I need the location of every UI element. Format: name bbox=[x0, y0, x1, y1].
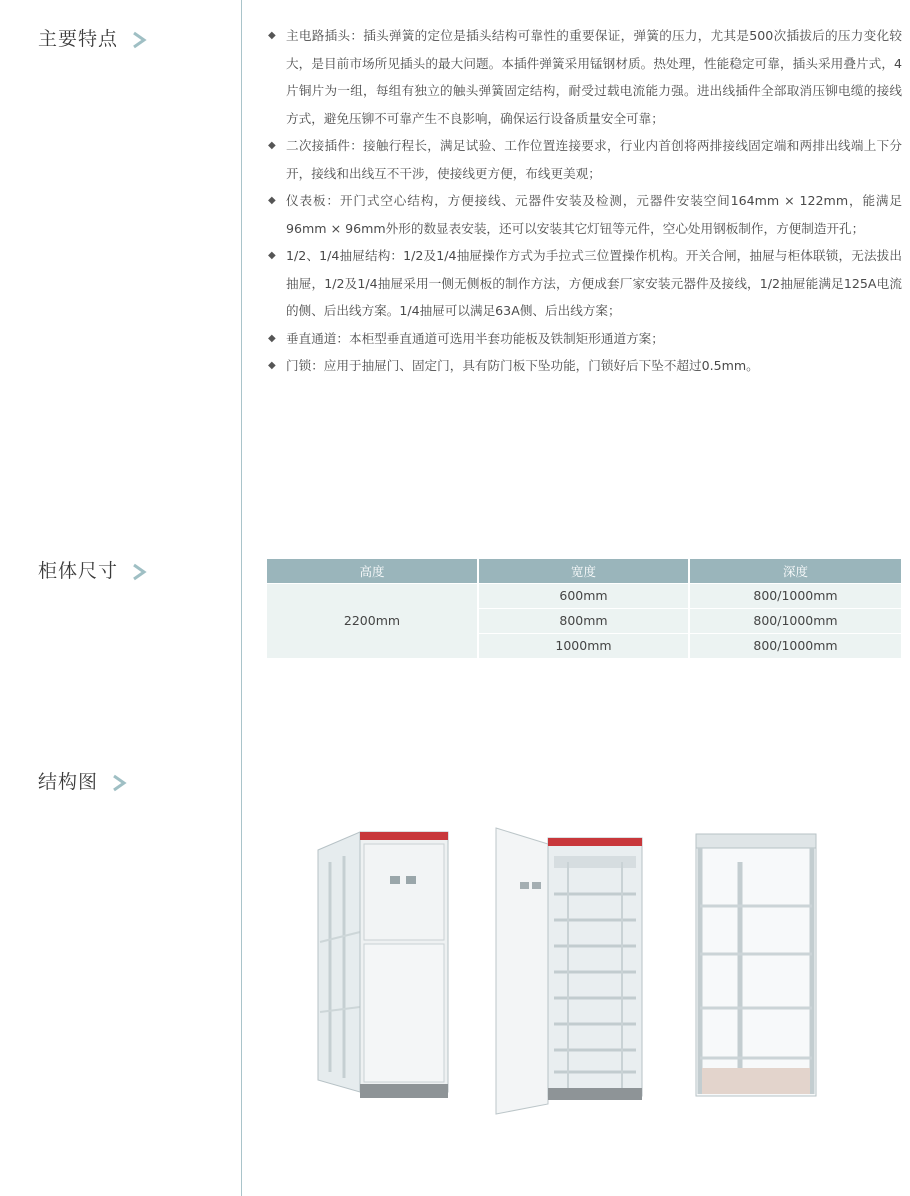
bullet-icon: ◆ bbox=[268, 30, 276, 41]
header-width: 宽度 bbox=[478, 559, 689, 583]
bullet-icon: ◆ bbox=[268, 140, 276, 151]
cell-width: 800mm bbox=[478, 608, 689, 633]
feature-item-door-lock: ◆ 门锁：应用于抽屉门、固定门，具有防门板下坠功能，门锁好后下坠不超过0.5mm。 bbox=[268, 352, 902, 380]
divider-line bbox=[241, 0, 242, 1196]
cabinet-image-closed bbox=[318, 832, 448, 1098]
table-header-row bbox=[267, 559, 901, 583]
cell-height: 2200mm bbox=[267, 583, 478, 658]
chevron-right-icon bbox=[131, 563, 147, 581]
table-row bbox=[267, 583, 901, 608]
cell-depth: 800/1000mm bbox=[689, 633, 901, 658]
feature-item-secondary-connector: ◆ 二次接插件：接触行程长，满足试验、工作位置连接要求，行业内首创将两排接线固定端和两排出线端上下分开，接线和出线互不干涉，使接线更方便，布线更美观； bbox=[268, 132, 902, 187]
cell-depth: 800/1000mm bbox=[689, 583, 901, 608]
cabinet-structure-images bbox=[310, 822, 830, 1122]
cell-depth: 800/1000mm bbox=[689, 608, 901, 633]
section-title-structure bbox=[38, 767, 127, 794]
feature-item-instrument-panel: ◆ 仪表板：开门式空心结构，方便接线、元器件安装及检测，元器件安装空间164mm × 122mm，能满足96mm × 96mm外形的数显表安装，还可以安装其它灯钮等元件，空心处用钢板制作，方便制造开孔； bbox=[268, 187, 902, 242]
bullet-icon: ◆ bbox=[268, 332, 276, 344]
chevron-right-icon bbox=[131, 31, 147, 49]
section-title-dimensions bbox=[38, 556, 147, 583]
feature-list bbox=[268, 22, 902, 380]
cell-width: 600mm bbox=[478, 583, 689, 608]
cabinet-image-frame bbox=[696, 834, 816, 1096]
feature-item-main-plug: ◆ 主电路插头：插头弹簧的定位是插头结构可靠性的重要保证，弹簧的压力，尤其是500次插拔后的压力变化较大，是目前市场所见插头的最大问题。本插件弹簧采用锰钢材质。热处理，性能稳定可靠，插头采用叠片式，4片铜片为一组，每组有独立的触头弹簧固定结构，耐受过载电流能力强。进出线插件全部取消压铆电缆的接线方式，避免压铆不可靠产生不良影响，确保运行设备质量安全可靠； bbox=[268, 22, 902, 132]
header-depth: 深度 bbox=[689, 559, 901, 583]
section-title-text: 柜体尺寸 bbox=[38, 560, 119, 582]
section-title-text: 结构图 bbox=[38, 771, 99, 793]
bullet-icon: ◆ bbox=[268, 360, 276, 371]
bullet-icon: ◆ bbox=[268, 250, 276, 261]
feature-item-vertical-channel: ◆ 垂直通道：本柜型垂直通道可选用半套功能板及铁制矩形通道方案； bbox=[268, 325, 902, 353]
feature-item-drawer-structure: ◆ 1/2、1/4抽屉结构：1/2及1/4抽屉操作方式为手拉式三位置操作机构。开关合闸，抽屉与柜体联锁，无法拔出抽屉，1/2及1/4抽屉采用一侧无侧板的制作方法，方便成套厂家安装元器件及接线，1/2抽屉能满足125A电流的侧、后出线方案。1/4抽屉可以满足63A侧、后出线方案； bbox=[268, 242, 902, 325]
chevron-right-icon bbox=[111, 774, 127, 792]
cell-width: 1000mm bbox=[478, 633, 689, 658]
bullet-icon: ◆ bbox=[268, 195, 276, 206]
header-height: 高度 bbox=[267, 559, 478, 583]
section-title-features bbox=[38, 24, 147, 51]
cabinet-image-open-door bbox=[496, 828, 642, 1114]
dimensions-table bbox=[267, 559, 901, 658]
section-title-text: 主要特点 bbox=[38, 28, 119, 50]
